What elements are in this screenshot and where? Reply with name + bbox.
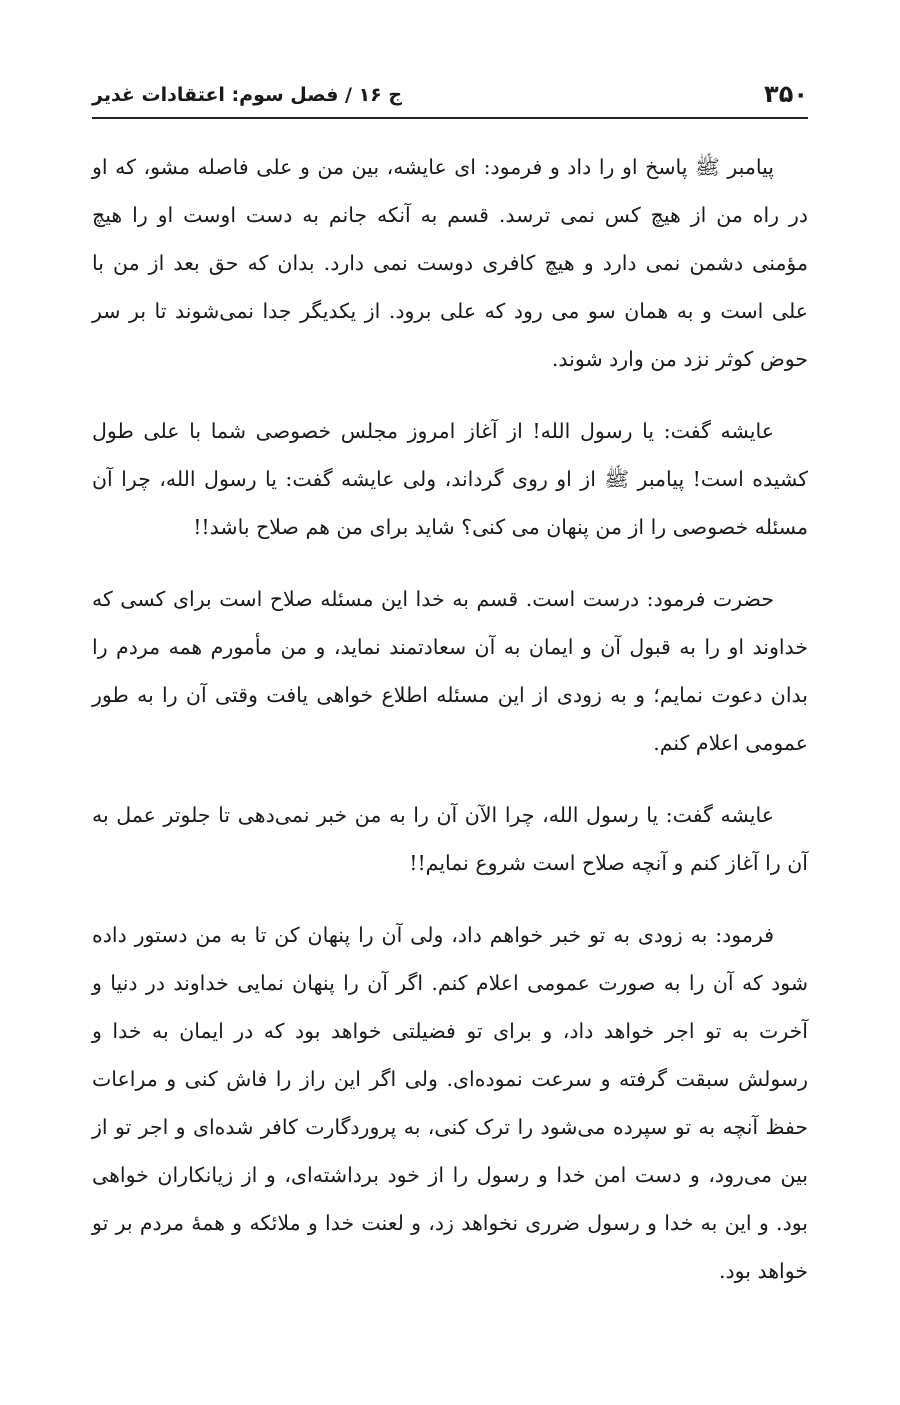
page-number: ۳۵۰	[764, 80, 808, 108]
header-rule	[92, 117, 808, 119]
paragraph-3: حضرت فرمود: درست است. قسم به خدا این مسئله صلاح است برای کسی که خداوند او را به قبول آن و ایمان به آن سعادتمند نماید، و من مأمورم همه مردم را بدان دعوت نمایم؛ و به زودی از این مسئله اطلاع خواهی یافت وقتی آن را به طور عمومی اعلام کنم.	[92, 587, 808, 755]
paragraph-1: پیامبر ﷺ پاسخ او را داد و فرمود: ای عایشه، بین من و علی فاصله مشو، که او در راه من از هیچ کس نمی ترسد. قسم به آنکه جانم به دست اوست او را هیچ مؤمنی دشمن نمی دارد و هیچ کافری دوست نمی دارد. بدان که حق بعد از من با علی است و به همان سو می رود که علی برود. از یکدیگر جدا نمی‌شوند تا بر سر حوض کوثر نزد من وارد شوند.	[92, 155, 808, 371]
body-text	[92, 143, 808, 1319]
paragraph-5: فرمود: به زودی به تو خبر خواهم داد، ولی آن را پنهان کن تا به من دستور داده شود که آن را به صورت عمومی اعلام کنم. اگر آن را پنهان نمایی خداوند در دنیا و آخرت به تو اجر خواهد داد، و برای تو فضیلتی خواهد بود که در ایمان به خدا و رسولش سبقت گرفته و سرعت نموده‌ای. ولی اگر این راز را فاش کنی و مراعات حفظ آنچه به تو سپرده می‌شود را ترک کنی، به پروردگارت کافر شده‌ای و اجر تو از بین می‌رود، و دست امن خدا و رسول را از خود برداشته‌ای، و از زیانکاران خواهی بود. و این به خدا و رسول ضرری نخواهد زد، و لعنت خدا و ملائکه و همهٔ مردم بر تو خواهد بود.	[92, 923, 809, 1283]
page-header	[92, 72, 808, 108]
paragraph-4: عایشه گفت: یا رسول الله، چرا الآن آن را به من خبر نمی‌دهی تا جلوتر عمل به آن را آغاز کنم و آنچه صلاح است شروع نمایم!!	[92, 803, 808, 875]
paragraph-2: عایشه گفت: یا رسول الله! از آغاز امروز مجلس خصوصی شما با علی طول کشیده است! پیامبر ﷺ از او روی گرداند، ولی عایشه گفت: یا رسول الله، چرا آن مسئله خصوصی را از من پنهان می کنی؟ شاید برای من هم صلاح باشد!!	[92, 419, 808, 539]
book-page	[92, 0, 808, 1405]
running-title: ج ۱۶ / فصل سوم: اعتقادات غدیر	[92, 84, 403, 106]
